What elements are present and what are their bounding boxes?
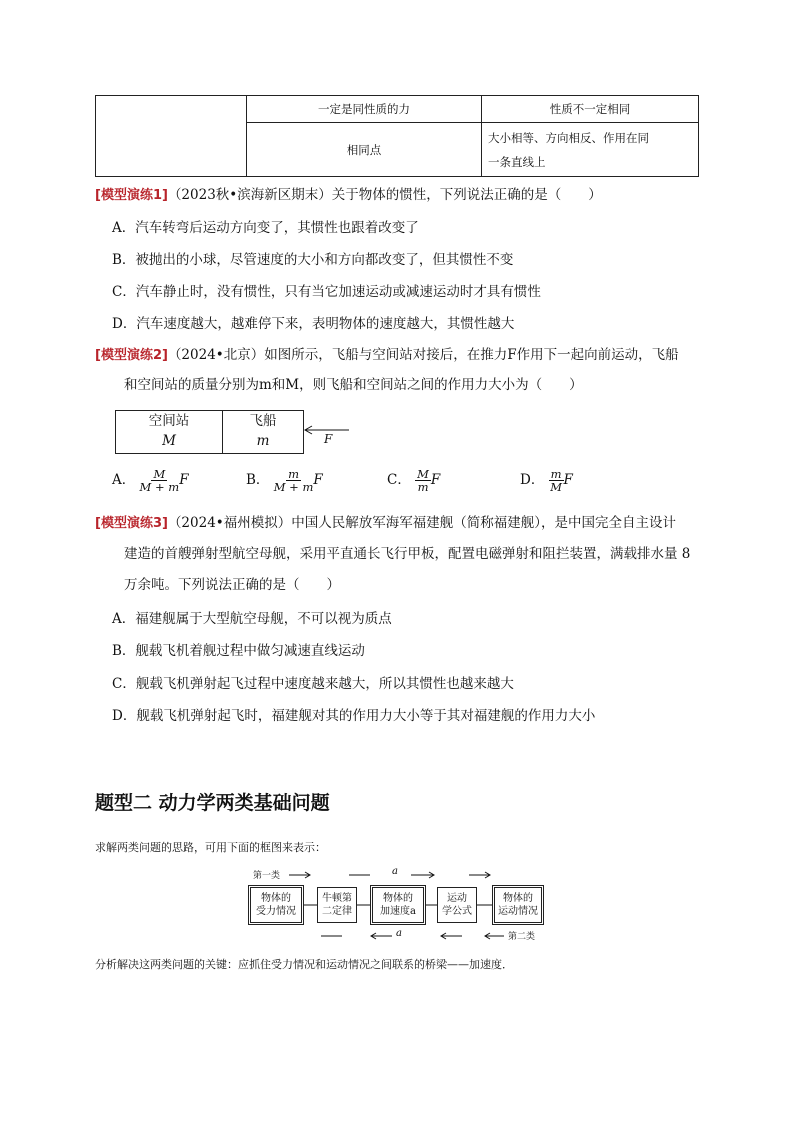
option-fraction [415,468,431,493]
flow-arrow-right-icon [410,871,436,879]
question-3-stem [95,512,676,535]
force-label: F [324,432,333,446]
option-fraction [549,468,564,493]
question-1-stem [95,184,602,207]
fraction-denominator: m [417,480,429,494]
option-a: A．汽车转弯后运动方向变了，其惯性也跟着改变了 [112,220,419,236]
station-label: 空间站 [148,413,190,429]
option-a: A．福建舰属于大型航空母舰，不可以视为质点 [112,611,392,627]
flow-box-text: 物体的 [503,893,533,904]
option-d [520,468,573,493]
table-text-line: 一条直线上 [488,154,546,169]
section-heading: 题型二 动力学两类基础问题 [95,792,330,814]
option-letter: C． [387,472,411,488]
flow-type1-label: 第一类 [253,871,281,881]
table-empty-cell [96,96,247,177]
question-tag: [模型演练3] [95,516,168,531]
fraction-numerator: m [288,467,299,481]
option-fraction [274,468,314,493]
flow-connector-icon [477,900,493,910]
flow-connector-icon [357,900,371,910]
flow-arrow-left-icon [370,932,394,940]
option-fraction [140,468,180,493]
question-text: （2024•北京）如图所示，飞船与空间站对接后，在推力F作用下一起向前运动，飞船 [167,347,679,363]
option-force: F [313,472,323,488]
flow-line-icon [320,932,344,940]
question-2-stem [95,344,679,367]
flow-type2-label: 第二类 [508,932,536,942]
fraction-denominator: M + m [273,480,314,494]
fraction-numerator: M [153,467,166,481]
question-2-stem-line2: 和空间站的质量分别为m和M，则飞船和空间站之间的作用力大小为（ ） [124,377,583,393]
flow-arrow-left-icon [440,932,464,940]
question-3-stem-line3: 万余吨。下列说法正确的是（ ） [124,577,340,593]
flow-box-acceleration [370,885,426,925]
flow-box-text: 物体的 [261,893,291,904]
option-c: C．舰载飞机弹射起飞过程中速度越来越大，所以其惯性也越来越大 [112,676,514,692]
table-cell-similarity: 相同点 [247,123,482,177]
flow-box-text: 运动 [447,893,467,904]
question-3-stem-line2: 建造的首艘弹射型航空母舰，采用平直通长飞行甲板，配置电磁弹射和阻拦装置，满载排水量 8 [124,546,691,562]
flow-box-text: 二定律 [322,906,352,917]
question-tag: [模型演练1] [95,188,168,203]
flow-box-text: 受力情况 [256,906,296,917]
option-b [246,468,323,493]
ship-label: 飞船 [249,413,277,429]
option-d: D．舰载飞机弹射起飞时，福建舰对其的作用力大小等于其对福建舰的作用力大小 [112,708,596,724]
question-text: （2024•福州模拟）中国人民解放军海军福建舰（简称福建舰），是中国完全自主设计 [167,515,677,531]
ship-mass: m [256,433,270,449]
option-d: D．汽车速度越大，越难停下来，表明物体的速度越大，其惯性越大 [112,316,515,332]
option-c: C．汽车静止时，没有惯性，只有当它加速运动或减速运动时才具有惯性 [112,284,541,300]
option-force: F [563,472,573,488]
flow-arrow-right-icon [288,871,312,879]
fraction-numerator: M [417,467,429,481]
flow-connector-icon [304,900,318,910]
flow-arrow-left-icon [484,932,506,940]
station-mass: M [162,433,176,449]
option-c [387,468,440,493]
question-tag: [模型演练2] [95,348,168,363]
option-force: F [179,472,189,488]
question-text: （2023秋•滨海新区期末）关于物体的惯性，下列说法正确的是（ ） [167,187,602,203]
spaceship-block [222,410,304,454]
flow-box-text: 牛顿第 [322,893,352,904]
section-conclusion: 分析解决这两类问题的关键：应抓住受力情况和运动情况之间联系的桥梁——加速度． [95,958,513,971]
option-b: B．被抛出的小球，尽管速度的大小和方向都改变了，但其惯性不变 [112,252,514,268]
table-cell-same-nature: 一定是同性质的力 [247,96,482,123]
table-cell-similarity-desc [482,123,699,177]
flow-box-text: 加速度a [380,906,416,917]
option-force: F [430,472,441,488]
fraction-denominator: M [550,480,562,494]
flow-box-force [248,885,304,925]
fraction-denominator: M + m [139,480,180,494]
flow-a-top-label: a [392,866,398,877]
flow-box-kinematics [437,887,477,923]
flow-box-text: 学公式 [442,906,472,917]
comparison-table [95,95,699,177]
flow-arrow-right-icon [468,871,492,879]
flow-a-bottom-label: a [396,928,402,939]
option-letter: D． [520,472,545,488]
flow-box-text: 物体的 [383,893,413,904]
fraction-numerator: m [550,467,562,481]
flow-box-text: 运动情况 [498,906,538,917]
section-intro: 求解两类问题的思路，可用下面的框图来表示： [95,841,326,854]
option-letter: A． [112,472,136,488]
flow-line-icon [348,871,372,879]
table-cell-nature-differs: 性质不一定相同 [482,96,699,123]
option-letter: B． [246,472,270,488]
flow-box-motion [492,885,544,925]
flow-box-newton [317,887,357,923]
space-station-block [115,410,223,454]
table-text-line: 大小相等、方向相反、作用在同 [488,130,649,145]
option-b: B．舰载飞机着舰过程中做匀减速直线运动 [112,643,365,659]
option-a [112,468,189,493]
